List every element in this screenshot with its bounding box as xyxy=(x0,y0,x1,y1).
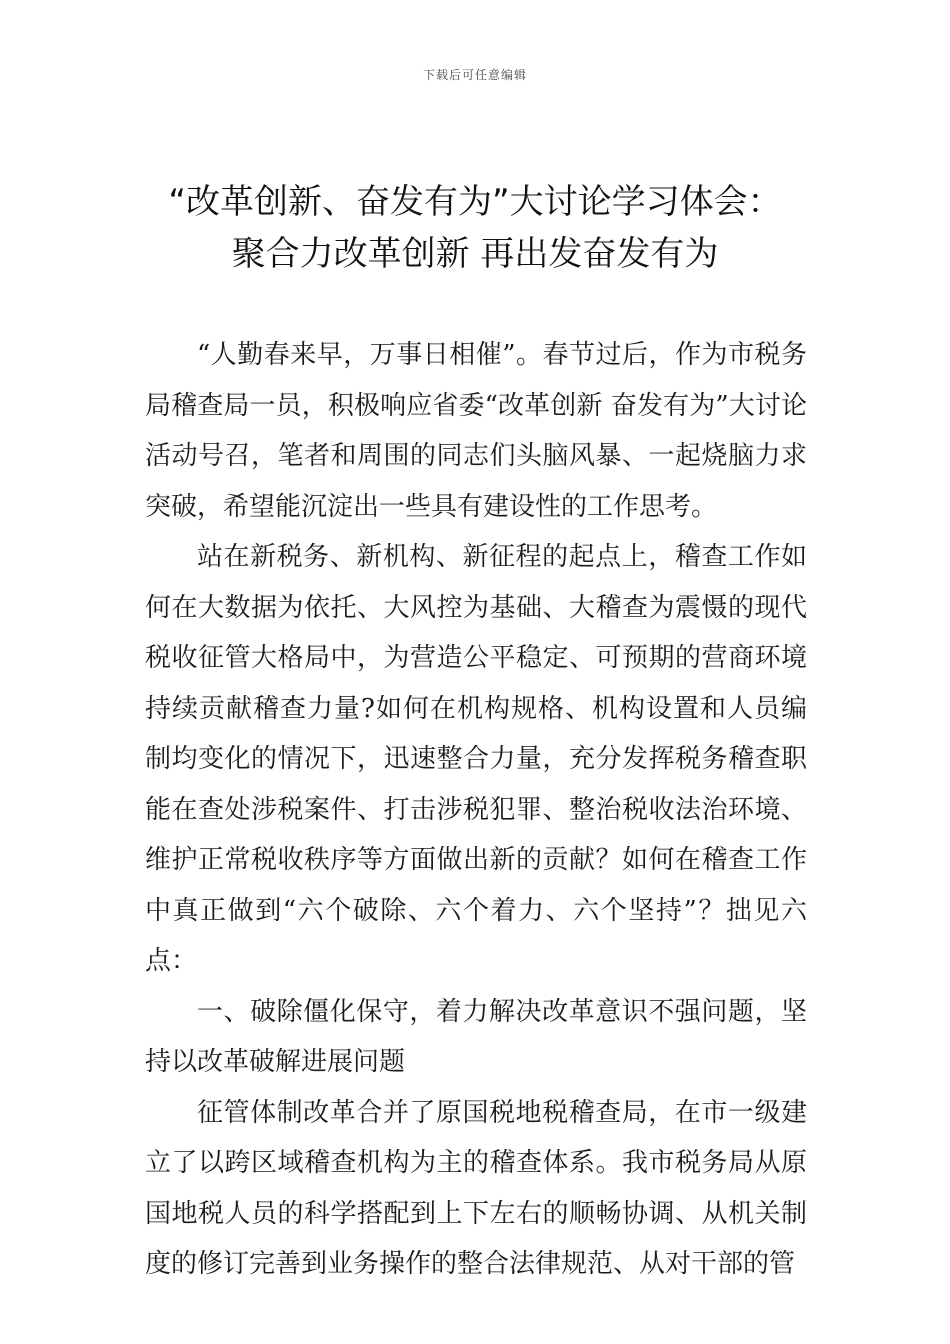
header-note: 下载后可任意编辑 xyxy=(422,68,527,82)
title-line-1: “改革创新、奋发有为”大讨论学习体会： xyxy=(168,182,782,222)
paragraph-intro: “人勤春来早，万事日相催”。春节过后，作为市税务局稽查局一员，积极响应省委“改革创新 奋发有为”大讨论活动号召，笔者和周围的同志们头脑风暴、一起烧脑力求突破，希望能沉淀出一些具有建设性的工作思考。 xyxy=(145,340,807,522)
paragraph-questions: 站在新税务、新机构、新征程的起点上，稽查工作如何在大数据为依托、大风控为基础、大稽查为震慑的现代税收征管大格局中，为营造公平稳定、可预期的营商环境持续贡献稽查力量?如何在机构规格、机构设置和人员编制均变化的情况下，迅速整合力量，充分发挥税务稽查职能在查处涉税案件、打击涉税犯罪、整治税收法治环境、维护正常税收秩序等方面做出新的贡献？如何在稽查工作中真正做到“六个破除、六个着力、六个坚持”？拙见六点： xyxy=(145,542,807,976)
paragraph-section-1: 征管体制改革合并了原国税地税稽查局，在市一级建立了以跨区域稽查机构为主的稽查体系。我市税务局从原国地税人员的科学搭配到上下左右的顺畅协调、从机关制度的修订完善到业务操作的整合法律规范、从对干部的管 xyxy=(145,1097,807,1279)
section-heading-1: 一、破除僵化保守，着力解决改革意识不强问题，坚持以改革破解进展问题 xyxy=(145,996,807,1077)
title-line-2: 聚合力改革创新 再出发奋发有为 xyxy=(231,234,719,274)
document-title xyxy=(100,176,850,280)
document-body xyxy=(145,330,807,1290)
